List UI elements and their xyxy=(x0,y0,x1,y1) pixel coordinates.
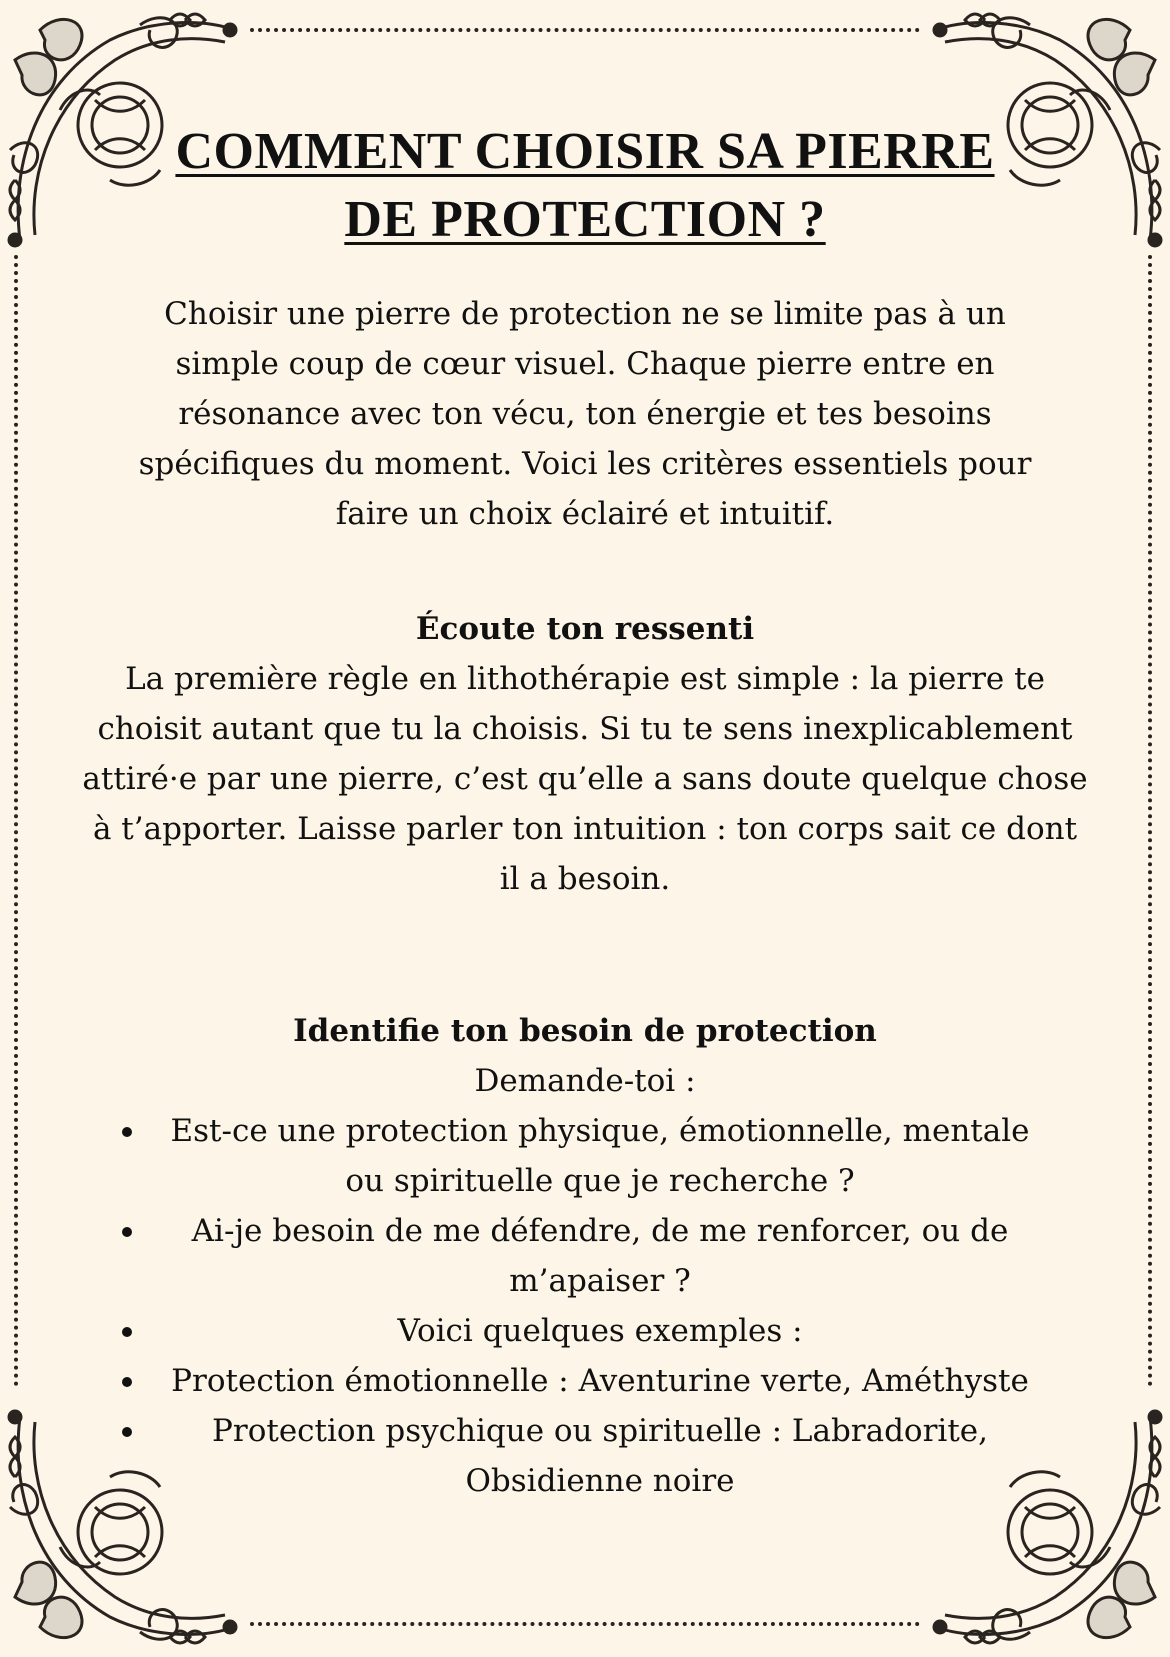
section-heading-ecoute: Écoute ton ressenti xyxy=(415,611,755,647)
list-item: Est-ce une protection physique, émotionnelle, mentale ou spirituelle que je recherche ? xyxy=(110,1106,1040,1206)
frame-border-right xyxy=(1148,255,1152,1387)
section-heading-besoin: Identifie ton besoin de protection xyxy=(293,1013,877,1049)
frame-border-top xyxy=(250,28,920,32)
list-item: Protection émotionnelle : Aventurine verte, Améthyste xyxy=(110,1356,1040,1406)
list-item: Ai-je besoin de me défendre, de me renforcer, ou de m’apaiser ? xyxy=(110,1206,1040,1306)
section-body-besoin: Demande-toi : xyxy=(474,1063,696,1099)
frame-border-left xyxy=(14,255,18,1387)
page-title: COMMENT CHOISIR SA PIERRE DE PROTECTION ? xyxy=(175,123,995,248)
frame-border-bottom xyxy=(250,1622,920,1626)
intro-paragraph: Choisir une pierre de protection ne se limite pas à un simple coup de cœur visuel. Chaque pierre entre en résonance avec ton vécu, ton énergie et tes besoins spécifiques du moment. Voici les critères essentiels pour faire un choix éclairé et intuitif. xyxy=(138,296,1032,532)
list-item: Protection psychique ou spirituelle : Labradorite, Obsidienne noire xyxy=(110,1406,1040,1506)
section-body-ecoute: La première règle en lithothérapie est simple : la pierre te choisit autant que tu la choisis. Si tu te sens inexplicablement attiré·e par une pierre, c’est qu’elle a sans doute quelque chose à t’apporter. Laisse parler ton intuition : ton corps sait ce dont il a besoin. xyxy=(82,661,1088,897)
bullet-list xyxy=(110,1106,1040,1506)
list-item: Voici quelques exemples : xyxy=(110,1306,1040,1356)
